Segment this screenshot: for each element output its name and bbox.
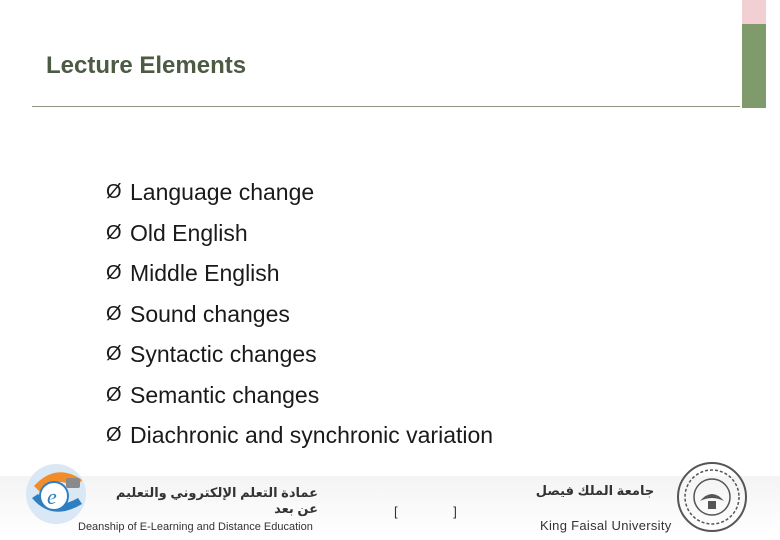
university-arabic: جامعة الملك فيصل	[535, 483, 655, 498]
bullet-text: Semantic changes	[130, 381, 320, 408]
arrow-bullet-icon: Ø	[106, 383, 122, 406]
slide-title: Lecture Elements	[46, 52, 247, 79]
bullet-text: Diachronic and synchronic variation	[130, 422, 494, 448]
bullet-text: Old English	[130, 219, 248, 246]
bullet-item	[106, 334, 493, 375]
bullet-text: Middle English	[130, 260, 280, 286]
deanship-english: Deanship of E-Learning and Distance Education	[78, 521, 313, 533]
arrow-bullet-icon: Ø	[106, 343, 122, 365]
elearning-logo-icon	[22, 458, 92, 528]
bullet-text: Language change	[130, 179, 315, 205]
bullet-item	[106, 415, 493, 456]
university-seal-icon	[676, 461, 748, 533]
bullet-item	[106, 294, 493, 335]
deanship-arabic: عمادة التعلم الإلكتروني والتعليم عن بعد	[115, 485, 318, 516]
slide-footer	[0, 458, 780, 540]
bullet-list	[106, 172, 493, 456]
arrow-bullet-icon: Ø	[106, 262, 122, 284]
title-divider	[32, 106, 740, 107]
university-english: King Faisal University	[540, 518, 672, 533]
bullet-text: Sound changes	[130, 300, 290, 327]
bullet-item	[106, 213, 493, 254]
arrow-bullet-icon: Ø	[106, 221, 122, 244]
svg-text:e: e	[47, 484, 57, 509]
bullet-item	[106, 172, 493, 213]
bullet-item	[106, 375, 493, 416]
bullet-text: Syntactic changes	[130, 341, 317, 367]
accent-bar-green	[742, 24, 766, 108]
arrow-bullet-icon: Ø	[106, 181, 122, 203]
arrow-bullet-icon: Ø	[106, 424, 122, 446]
bullet-item	[106, 253, 493, 294]
page-number: [ ]	[394, 504, 483, 519]
arrow-bullet-icon: Ø	[106, 302, 122, 325]
accent-bar-pink	[742, 0, 766, 24]
